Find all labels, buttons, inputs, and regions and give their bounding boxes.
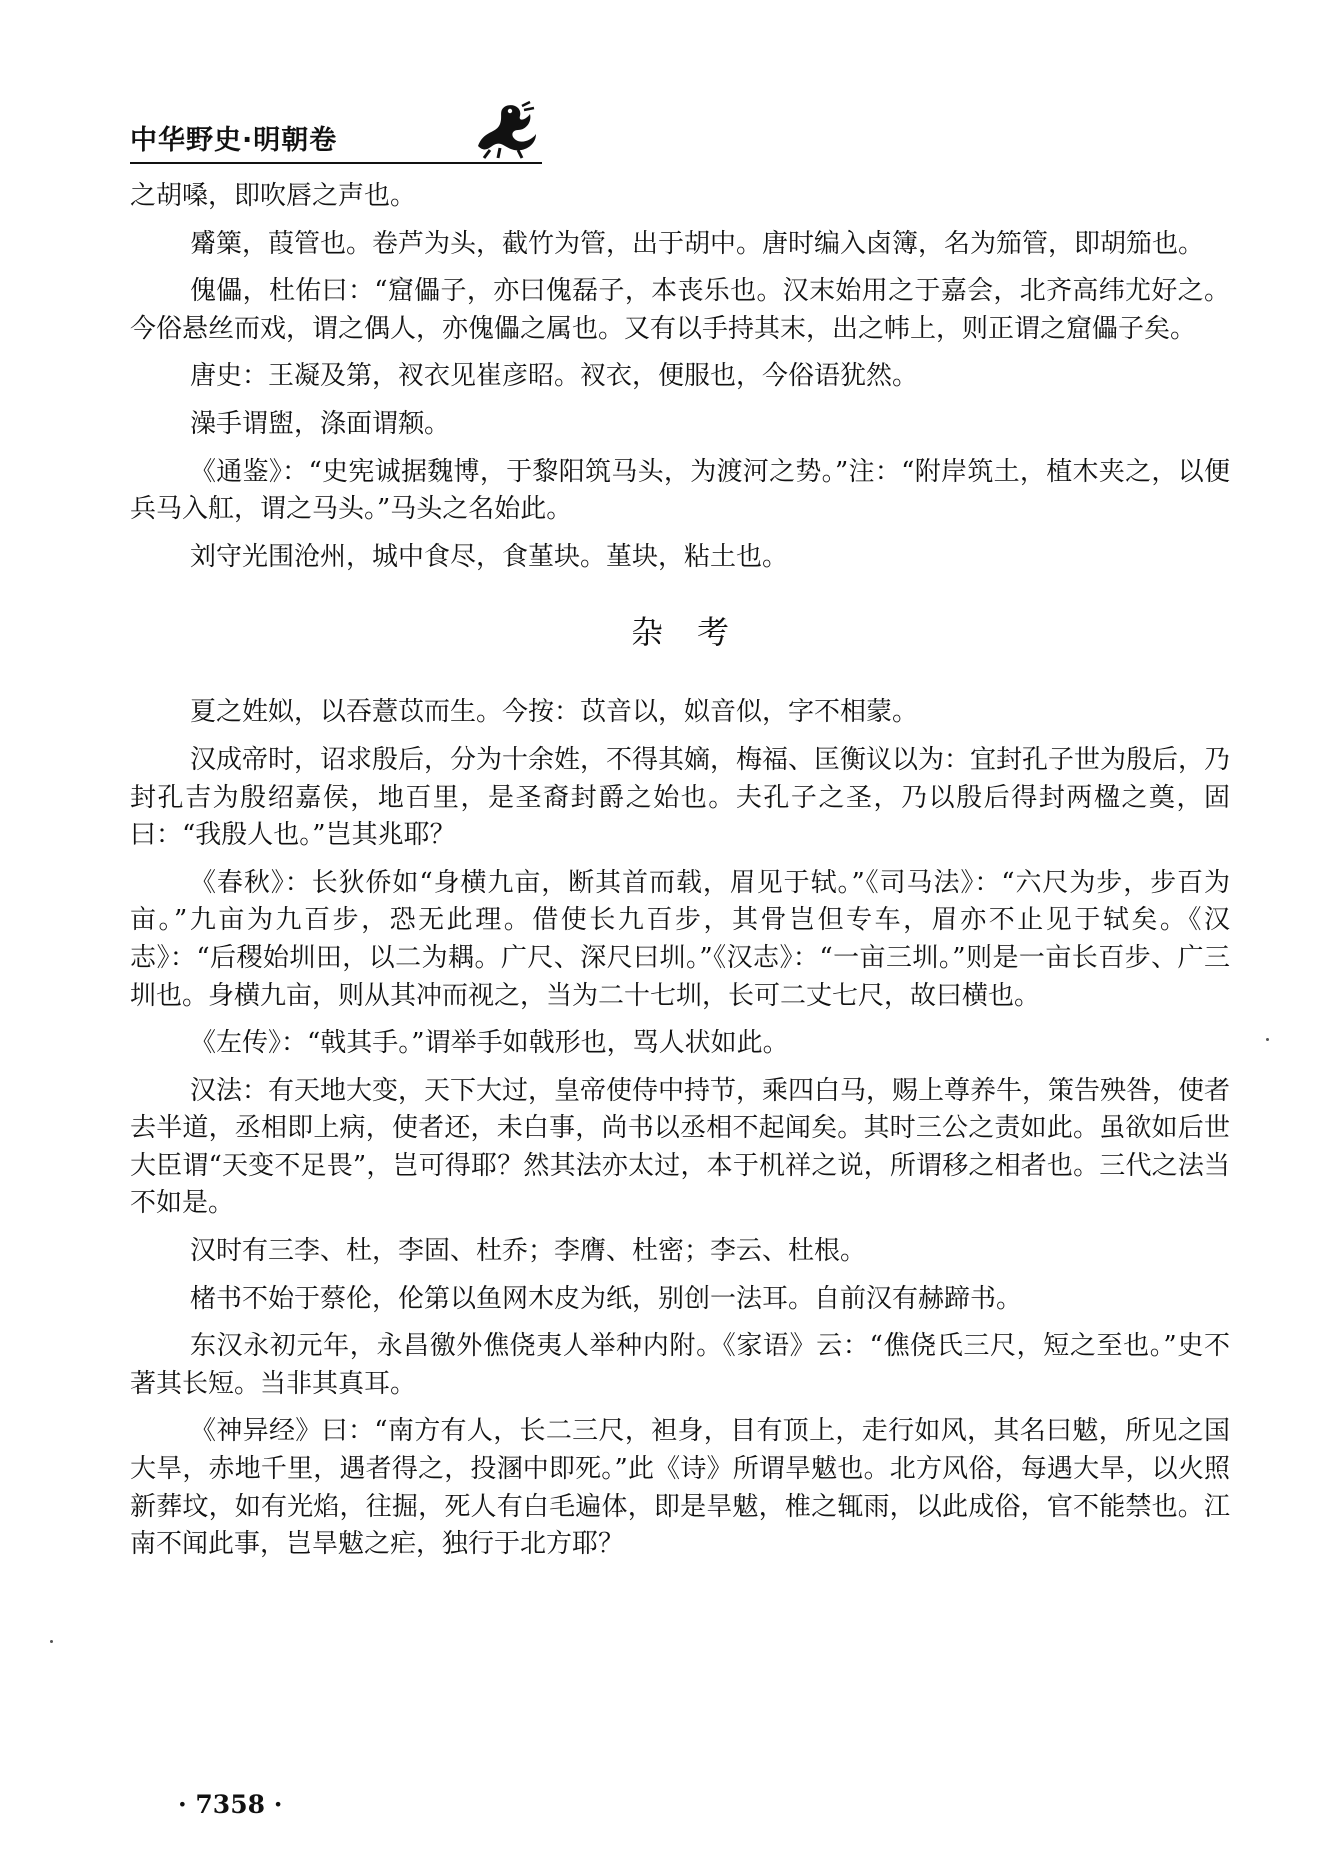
paragraph: 汉成帝时，诏求殷后，分为十余姓，不得其嫡，梅福、匡衡议以为：宜封孔子世为殷后，乃封孔吉为殷绍嘉侯，地百里，是圣裔封爵之始也。夫孔子之圣，乃以殷后得封两楹之奠，固曰：“我殷人也。”岂其兆耶？ (130, 744, 1231, 851)
paragraph: 觱篥，葭管也。卷芦为头，截竹为管，出于胡中。唐时编入卤簿，名为笳管，即胡笳也。 (190, 228, 1205, 259)
paragraph: 东汉永初元年，永昌徼外僬侥夷人举种内附。《家语》云：“僬侥氏三尺，短之至也。”史不著其长短。当非其真耳。 (130, 1331, 1230, 1399)
body-text (130, 178, 1230, 1574)
paragraph: 澡手谓盥，涤面谓颒。 (190, 408, 451, 439)
paragraph: 《通鉴》：“史宪诚据魏博，于黎阳筑马头，为渡河之势。”注：“附岸筑土，植木夹之，以便兵马入舡，谓之马头。”马头之名始此。 (130, 456, 1230, 525)
header-rule (130, 162, 542, 164)
paragraph: 《春秋》：长狄侨如“身横九亩，断其首而载，眉见于轼。”《司马法》：“六尺为步，步百为亩。”九亩为九百步，恐无此理。借使长九百步，其骨岂但专车，眉亦不止见于轼矣。《汉志》：“后稷始圳田，以二为耦。广尺、深尺曰圳。”《汉志》：“一亩三圳。”则是一亩长百步、广三圳也。身横九亩，则从其冲而视之，当为二十七圳，长可二丈七尺，故曰横也。 (130, 867, 1230, 1011)
dragon-icon (470, 100, 542, 160)
paragraph: 汉法：有天地大变，天下大过，皇帝使侍中持节，乘四白马，赐上尊养牛，策告殃咎，使者去半道，丞相即上病，使者还，未白事，尚书以丞相不起闻矣。其时三公之责如此。虽欲如后世大臣谓“天变不足畏”，岂可得耶？然其法亦太过，本于机祥之说，所谓移之相者也。三代之法当不如是。 (130, 1075, 1231, 1219)
page-number: · 7358 · (178, 1790, 283, 1819)
scan-speck (50, 1640, 53, 1643)
page-header (130, 100, 540, 160)
paragraph: 《神异经》曰：“南方有人，长二三尺，袒身，目有顶上，走行如风，其名曰魃，所见之国大旱，赤地千里，遇者得之，投溷中即死。”此《诗》所谓旱魃也。北方风俗，每遇大旱，以火照新葬坟，如有光焰，往掘，死人有白毛遍体，即是旱魃，椎之辄雨，以此成俗，官不能禁也。江南不闻此事，岂旱魃之疟，独行于北方耶？ (130, 1416, 1230, 1560)
paragraph: 刘守光围沧州，城中食尽，食堇块。堇块，粘土也。 (190, 541, 789, 572)
paragraph: 之胡嗓，即吹唇之声也。 (130, 181, 417, 211)
paragraph: 楮书不始于蔡伦，伦第以鱼网木皮为纸，别创一法耳。自前汉有赫蹄书。 (190, 1283, 1023, 1314)
paragraph: 傀儡，杜佑曰：“窟儡子，亦曰傀磊子，本丧乐也。汉末始用之于嘉会，北齐高纬尤好之。今俗悬丝而戏，谓之偶人，亦傀儡之属也。又有以手持其末，出之帏上，则正谓之窟儡子矣。 (130, 276, 1230, 344)
scan-speck (1266, 1038, 1269, 1041)
paragraph: 唐史：王凝及第，衩衣见崔彦昭。衩衣，便服也，今俗语犹然。 (190, 361, 919, 392)
paragraph: 夏之姓姒，以吞薏苡而生。今按：苡音以，姒音似，字不相蒙。 (190, 697, 919, 728)
paragraph: 汉时有三李、杜，李固、杜乔；李膺、杜密；李云、杜根。 (190, 1236, 867, 1267)
book-title: 中华野史·明朝卷 (130, 125, 338, 156)
paragraph: 《左传》：“戟其手。”谓举手如戟形也，骂人状如此。 (190, 1028, 789, 1059)
section-title: 杂考 (630, 613, 763, 652)
